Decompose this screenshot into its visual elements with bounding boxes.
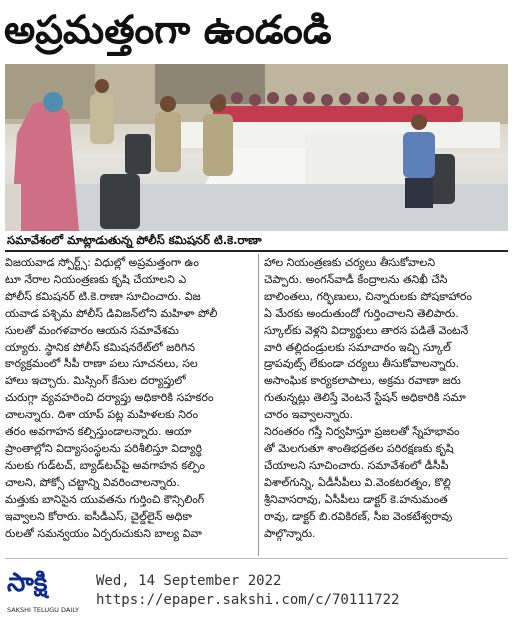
headline: అప్రమత్తంగా ఉండండి: [4, 8, 332, 53]
article-line: తరం అవగాహన కల్పిస్తుండాలన్నారు. ఆయా: [5, 425, 192, 439]
edition-date: Wed, 14 September 2022: [96, 573, 282, 589]
article-line: ప్రాంతాల్లోని విద్యాసంస్థలను పరిశీలిస్తూ విద్యార్థి: [5, 441, 203, 455]
article-line: తో మెలగుతూ శాంతిభద్రతల పరిరక్షణకు కృషి: [264, 441, 454, 455]
column-divider: [258, 254, 259, 556]
article-line: కార్యక్రమంలో సీపీ రాణా పలు సూచనలు, సల: [5, 357, 198, 371]
article-line: ఇవ్వాలని కోరారు. ఐసీడీఎస్, చైల్డ్‌లైన్ అధికా: [5, 509, 192, 523]
article-line: రులతో సమన్వయం ఏర్పరుచుకుని బాల్య వివా: [5, 526, 202, 540]
article-line: పోలీస్ కమిషనర్ టి.కె.రాణా సూచించారు. విజ: [5, 289, 201, 303]
article-line: స్కూల్‌కు వెళ్లని విద్యార్థులు తారస పడితే వెంటనే: [264, 323, 469, 337]
article-line: సులతో మంగళవారం ఆయన సమావేశమ: [5, 323, 179, 337]
article-line: అసాంఘిక కార్యకలాపాలు, అక్రమ రవాణా జరు: [264, 374, 461, 388]
article-line: యవాడ పశ్చిమ పోలీస్ డివిజన్‌లోని మహిళా పోలీ: [5, 306, 218, 320]
edition-url[interactable]: https://epaper.sakshi.com/c/70111722: [96, 592, 400, 608]
logo-text: సాక్షి: [7, 568, 48, 598]
article-column-left: [5, 255, 255, 542]
photo-caption-bar: [5, 232, 508, 252]
article-line: పాల్గొన్నారు.: [264, 526, 316, 540]
article-line: డ్రాపవుట్స్ లేకుండా చర్యలు తీసుకోవాలన్నారు.: [264, 357, 460, 371]
meeting-photo-drawing: [5, 64, 508, 231]
article-line: వారి తల్లిదండ్రులకు సమాచారం ఇచ్చి స్కూల్: [264, 340, 451, 354]
article-line: శ్రీనివాసరావు, ఏసీపీలు డాక్టర్ కె.హనుమంత: [264, 492, 448, 506]
article-line: ఏ మేరకు అందుతుందో గుర్తించాలని తెలిపారు.: [264, 306, 459, 320]
article-line: రావు, డాక్టర్ బి.రవికిరణ్, సీఐ వెంకటేశ్వరావు: [264, 509, 453, 523]
article-line: య్యారు. స్థానిక పోలీస్ కమిషనరేట్‌లో జరిగిన: [5, 340, 195, 354]
article-column-right: [264, 255, 508, 542]
article-line: విజయవాడ స్పోర్ట్స్: విధుల్లో అప్రమత్తంగా ఉం: [5, 256, 199, 269]
article-line: హాల నియంత్రణకు చర్యలు తీసుకోవాలని: [264, 256, 436, 269]
article-line: చేయాలని సూచించారు. సమావేశంలో డీసీపీ: [264, 458, 449, 472]
article-line: టూ నేరాల నియంత్రణకు కృషి చేయాలని ఎ: [5, 272, 187, 286]
clipping-footer: [0, 558, 513, 627]
article-line: గుతున్నట్లు తెలిస్తే వెంటనే స్టేషన్ అధికారికి సమా: [264, 391, 466, 405]
sakshi-logo: [5, 566, 79, 620]
article-line: చారం ఇవ్వాలన్నారు.: [264, 408, 353, 422]
article-line: చాలన్నారు. దిశా యాప్ పట్ల మహిళలకు నిరం: [5, 408, 199, 422]
article-line: నులకు గుడ్‌టచ్, బ్యాడ్‌టచ్‌పై అవగాహన కల్పిం: [5, 458, 205, 472]
article-line: చురుగ్గా వ్యవహరించి దర్యాప్తు అధికారికి సహకరం: [5, 391, 214, 405]
logo-subtext: SAKSHI TELUGU DAILY: [7, 606, 79, 614]
article-line: చాలని, పోక్సో చట్టాన్ని వివరించాలన్నారు.: [5, 475, 180, 489]
article-line: మత్తుకు బానిసైన యువతను గుర్తించి కౌన్సిలింగ్: [5, 492, 205, 506]
footer-rule: [5, 558, 508, 559]
meeting-photo: [5, 64, 508, 231]
article-line: నిరంతరం గస్తీ నిర్వహిస్తూ ప్రజలతో స్నేహభావం: [264, 425, 460, 439]
article-line: చెప్పారు. అంగన్‌వాడీ కేంద్రాలను తనిఖీ చేసి: [264, 272, 448, 286]
photo-caption: సమావేశంలో మాట్లాడుతున్న పోలీస్ కమిషనర్ టి.కె.రాణా: [7, 233, 262, 247]
article-line: బాలింతలు, గర్భిణులు, చిన్నారులకు పోషకాహారం: [264, 289, 472, 303]
article-line: విశాల్‌గున్ని, ఏడీసీపీలు వి.వెంకటరత్నం, కొల్లి: [264, 475, 451, 489]
article-line: హాలు ఇచ్చారు. మిస్సింగ్ కేసుల దర్యాప్తులో: [5, 374, 186, 388]
edition-meta: [96, 572, 399, 610]
